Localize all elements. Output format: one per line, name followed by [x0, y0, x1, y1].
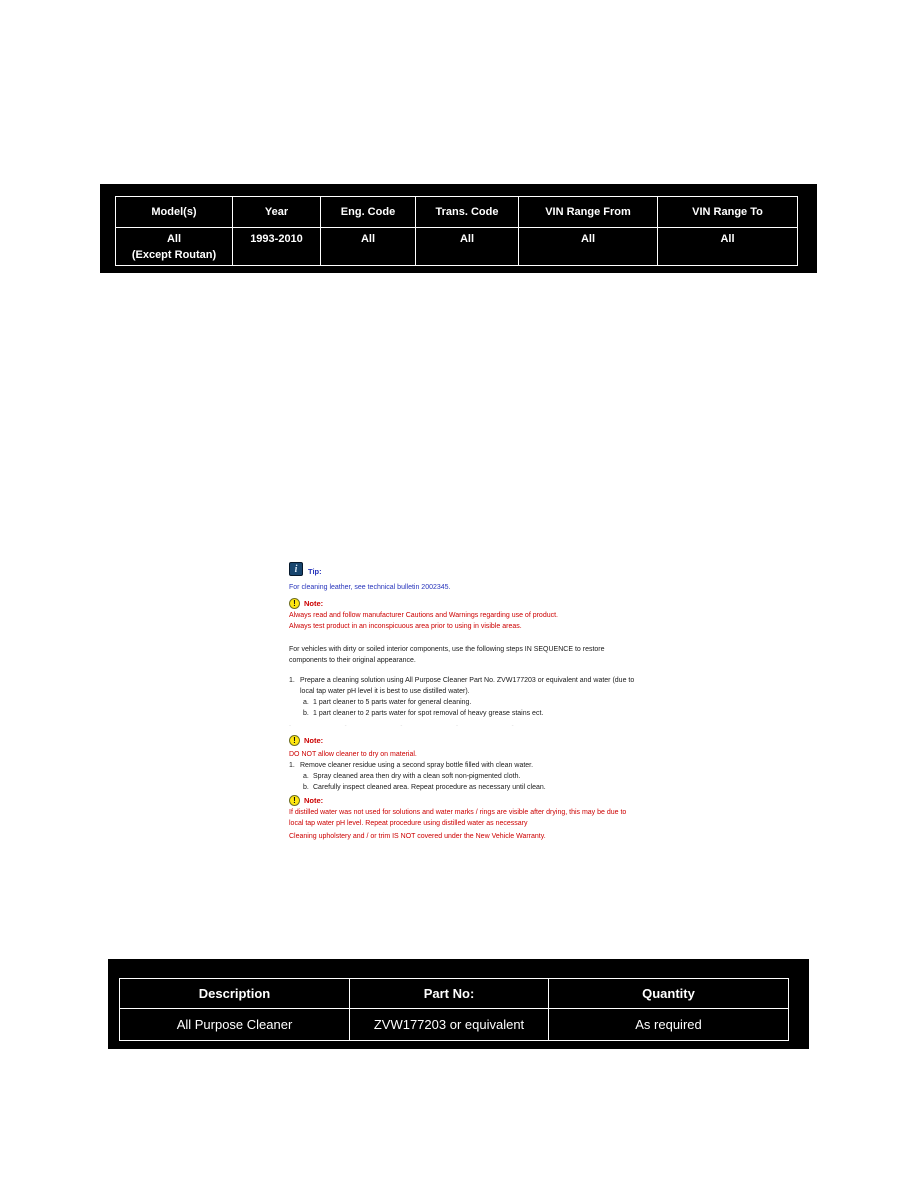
sub-letter: b.	[303, 784, 309, 791]
parts-table-band	[108, 959, 809, 1049]
vehicle-applicability-table	[115, 196, 798, 266]
cell-models-line2: (Except Routan)	[131, 249, 217, 261]
note-label: Note:	[304, 598, 324, 608]
col-header-part-no: Part No:	[350, 979, 549, 1009]
parts-table	[119, 978, 789, 1041]
col-header-vin-to: VIN Range To	[658, 197, 798, 228]
note-1-text-1: Always read and follow manufacturer Cautions and Warnings regarding use of product.	[289, 612, 558, 619]
note-label: Note:	[304, 795, 324, 805]
warning-icon: !	[289, 795, 300, 806]
warning-icon: !	[289, 735, 300, 746]
sub-letter: a.	[303, 773, 309, 780]
warning-icon: !	[289, 598, 300, 609]
intro-paragraph: For vehicles with dirty or soiled interior components, use the following steps IN SEQUENCE to restore components to their original appearance.	[289, 646, 605, 664]
step-2-item	[289, 760, 639, 771]
vehicle-table-row	[116, 228, 798, 266]
step-number: 1.	[289, 762, 295, 769]
note-2-text: DO NOT allow cleaner to dry on material.	[289, 751, 417, 758]
parts-table-row	[120, 1009, 789, 1041]
procedure-content	[289, 562, 639, 842]
cell-trans-code: All	[416, 228, 519, 266]
sub-letter: b.	[303, 710, 309, 717]
cell-vin-to: All	[658, 228, 798, 266]
cell-quantity: As required	[549, 1009, 789, 1041]
col-header-trans-code: Trans. Code	[416, 197, 519, 228]
col-header-quantity: Quantity	[549, 979, 789, 1009]
step-2-sub-a	[303, 771, 639, 782]
cell-year: 1993-2010	[233, 228, 321, 266]
col-header-description: Description	[120, 979, 350, 1009]
step-text: Remove cleaner residue using a second spray bottle filled with clean water.	[300, 762, 534, 769]
step-text: Prepare a cleaning solution using All Purpose Cleaner Part No. ZVW177203 or equivalent and water (due to local tap water pH level it is best to use distilled water).	[300, 677, 635, 695]
faded-text-remnant: - - - - -	[289, 725, 540, 728]
step-1-item	[289, 675, 639, 697]
cell-part-no: ZVW177203 or equivalent	[350, 1009, 549, 1041]
cell-description: All Purpose Cleaner	[120, 1009, 350, 1041]
sub-text: Carefully inspect cleaned area. Repeat procedure as necessary until clean.	[313, 784, 546, 791]
step-2-sub-b	[303, 782, 639, 793]
cell-models	[116, 228, 233, 266]
step-number: 1.	[289, 677, 295, 684]
tip-text: For cleaning leather, see technical bulletin 2002345.	[289, 584, 451, 591]
tip-header	[289, 562, 639, 576]
info-icon: i	[289, 562, 303, 576]
note-header-1	[289, 597, 639, 609]
note-3-text-1: If distilled water was not used for solutions and water marks / rings are visible after drying, this may be due to local tap water pH level. Repeat procedure using distilled water as necessary	[289, 809, 627, 827]
sub-text: 1 part cleaner to 2 parts water for spot removal of heavy grease stains ect.	[313, 710, 544, 717]
note-label: Note:	[304, 735, 324, 745]
note-3-text-2: Cleaning upholstery and / or trim IS NOT covered under the New Vehicle Warranty.	[289, 833, 546, 840]
note-1-text-2: Always test product in an inconspicuous area prior to using in visible areas.	[289, 623, 522, 630]
cell-models-line1: All	[166, 233, 182, 245]
vehicle-table-band	[100, 184, 817, 273]
step-1-sub-a	[303, 697, 639, 708]
col-header-year: Year	[233, 197, 321, 228]
parts-table-header-row	[120, 979, 789, 1009]
sub-letter: a.	[303, 699, 309, 706]
cell-eng-code: All	[321, 228, 416, 266]
col-header-eng-code: Eng. Code	[321, 197, 416, 228]
note-header-3	[289, 794, 639, 806]
step-1-sub-b	[303, 708, 639, 719]
sub-text: Spray cleaned area then dry with a clean soft non-pigmented cloth.	[313, 773, 521, 780]
sub-text: 1 part cleaner to 5 parts water for general cleaning.	[313, 699, 472, 706]
col-header-vin-from: VIN Range From	[519, 197, 658, 228]
vehicle-table-header-row	[116, 197, 798, 228]
col-header-models: Model(s)	[116, 197, 233, 228]
note-header-2	[289, 734, 639, 746]
tip-label: Tip:	[308, 567, 322, 576]
cell-vin-from: All	[519, 228, 658, 266]
